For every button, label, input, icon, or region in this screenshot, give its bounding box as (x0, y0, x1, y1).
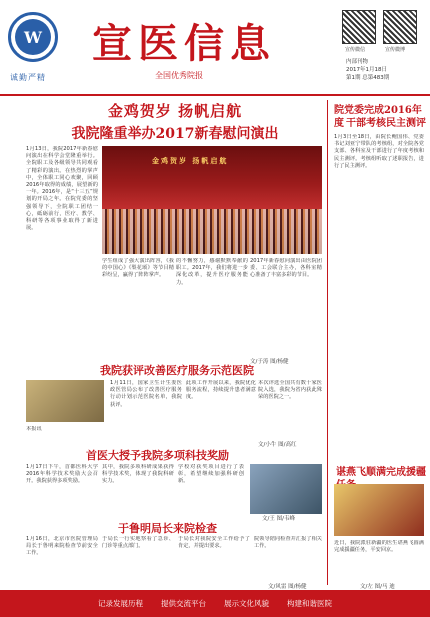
sidebar-headline[interactable]: 谌燕飞顺满完成援疆 (336, 467, 426, 478)
headline-line1[interactable]: 金鸡贺岁 扬帆启航 (107, 102, 243, 120)
article-headline[interactable]: 于鲁明局长来院检查 (118, 522, 217, 535)
sidebar-article-text: 近日，我院派驻新疆的医生谌燕飞圆满完成援疆任务，平安回京。 (334, 540, 424, 554)
byline: 文/小牛 图/高红 (258, 442, 297, 448)
article-column: 学校对获奖项目进行了表彰，希望继续加强科研创新。 (178, 464, 244, 485)
article-column: 其中，我院多项科研成果获得科学技术奖，体现了我院科研实力。 (102, 464, 174, 485)
article-column: 此项工作开展以来，我院优化服务流程，持续提升患者满意度。 (186, 380, 256, 401)
article-column: 于局长一行实地察看了急诊、门诊等重点部门。 (102, 536, 174, 550)
article-column: 1月11日，国家卫生计生委医政医管局公布了改善医疗服务行动计划示范医院名单，我院获评。 (110, 380, 182, 408)
header-divider (0, 94, 430, 96)
article-column: 1月17日下午，首都医科大学2016年科学技术奖励大会召开。我院获得多项奖励。 (26, 464, 98, 485)
article-headline[interactable]: 我院获评改善医疗服务示范医院 (100, 364, 254, 377)
byline: 文/王 图/韦峰 (262, 516, 295, 522)
motto: 诚勤严精 (10, 73, 46, 82)
article-column: 1月13日，我院2017年新春慰问演出在科学会堂隆重举行。全院职工及各级领导共同观看了精彩的演出。在热烈的掌声中，全体职工同心欢聚，回顾2016年取得的成绩，展望新的一年。2016年，是“十三五”规划的开局之年。在院党委的坚强领导下，全院职工团结一心，砥砺前行，医疗、教学、科研等各项事业取得了新进展。 (26, 146, 98, 232)
sidebar-headline[interactable]: 院党委完成2016年度 (334, 105, 422, 129)
byline: 文/风雷 图/杨健 (268, 584, 307, 590)
article-column: 于局长对我院安全工作给予了肯定，并提出要求。 (178, 536, 250, 550)
qr-code-icon (383, 10, 417, 44)
footer-slogan: 展示文化风貌 (224, 599, 269, 608)
sidebar-article-text: 1月3日至18日，由院长鲍国伟、党委书记刘亚宁带队的考核组，对全院各党支部、各科室及干部进行了年度考核和民主测评。考核组听取了述职报告，进行了民主测评。 (334, 134, 424, 169)
byline: 文/于涛 图/杨健 (250, 359, 289, 365)
article-column: 院领导陪同检查并汇报了相关工作。 (254, 536, 322, 550)
article-column: 学生组成了强大演出阵容，《我的中国心》《梨花颂》等节目精彩纷呈，赢得了阵阵掌声。 (102, 258, 174, 279)
award-photo[interactable] (26, 380, 104, 422)
issue-info (346, 58, 389, 82)
newspaper-title: 宣医信息 (92, 21, 276, 67)
lead-headline (30, 100, 320, 142)
ceremony-photo[interactable] (250, 464, 322, 514)
article-column: 的不懈努力，感谢默默奉献的职工。2017年，我们将进一步深化改革，提升医疗服务能力。 (176, 258, 248, 286)
article-column: 1月16日，北京市医院管理局局长于鲁明来院检查节前安全工作。 (26, 536, 98, 557)
masthead (0, 0, 430, 94)
plaque-photo[interactable] (334, 484, 424, 536)
issue-line: 2017年1月18日 (346, 67, 387, 73)
stage-banner: 金鸡贺岁 扬帆启航 (152, 157, 229, 165)
article-column: 本次评选全国共有数十家医院入选，我院为省内获此殊荣的医院之一。 (258, 380, 322, 401)
newspaper-subtitle: 全国优秀院报 (155, 71, 203, 80)
article-column: 本报讯 (26, 426, 42, 432)
footer-bar (0, 590, 430, 617)
article-column: 2017年新春慰问演出由医院团委、工会联合主办，各科室精心准备了丰富多彩的节目。 (250, 258, 322, 279)
qr-label: 宣传微信 (345, 47, 366, 53)
logo-letters: W (15, 19, 51, 55)
hospital-logo (8, 12, 58, 62)
column-divider (327, 100, 328, 585)
issue-line: 第1期 总第483期 (346, 75, 390, 81)
headline-line2[interactable]: 我院隆重举办2017新春慰问演出 (71, 126, 279, 142)
issue-line: 内部刊物 (346, 59, 369, 65)
performance-photo[interactable] (102, 146, 322, 254)
byline: 文/左 图/马 迪 (360, 584, 395, 590)
sidebar-headline[interactable]: 干部考核民主测评 (346, 118, 426, 129)
footer-slogan: 记录发展历程 (98, 599, 143, 608)
qr-code-icon (342, 10, 376, 44)
footer-slogan: 提供交流平台 (161, 599, 206, 608)
article-headline[interactable]: 首医大授予我院多项科技奖励 (86, 449, 229, 462)
footer-slogan: 构建和谐医院 (287, 599, 332, 608)
qr-label: 宣传微博 (385, 47, 406, 53)
